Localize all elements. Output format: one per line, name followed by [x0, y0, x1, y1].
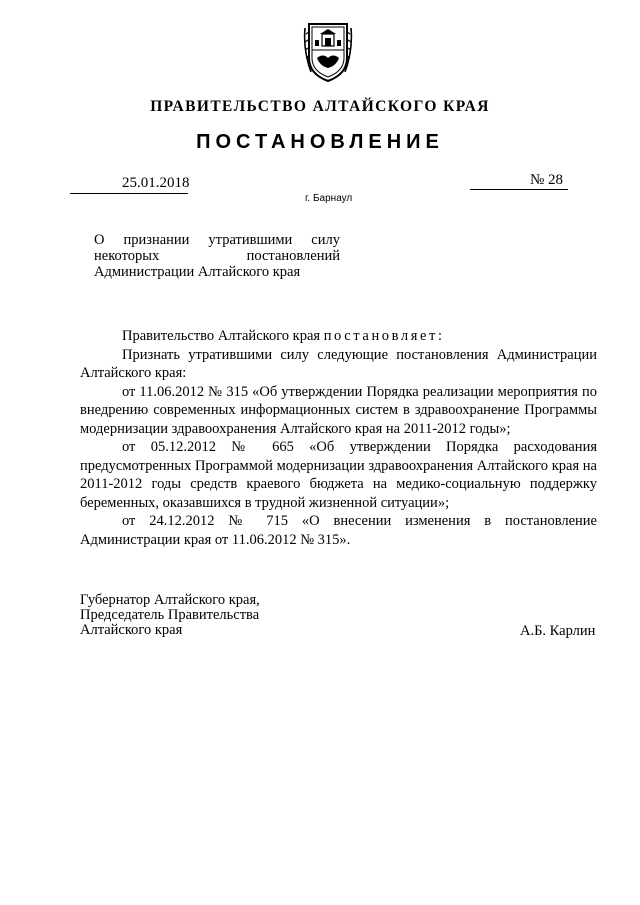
document-body [80, 327, 597, 549]
document-city: г. Барнаул [305, 193, 353, 204]
government-title: ПРАВИТЕЛЬСТВО АЛТАЙСКОГО КРАЯ [150, 98, 490, 115]
body-paragraph: от 05.12.2012 № 665 «Об утверждении Порядка расходования предусмотренных Программой модернизации здравоохранения Алтайского края на 2011-2012 годы средств краевого бюджета на медико-социальную поддержку беременных, оказавшихся в трудной жизненной ситуации»; [80, 439, 597, 511]
signatory-title [80, 593, 260, 638]
document-subject: О признании утратившими силу некоторых постановлений Администрации Алтайского края [94, 232, 340, 280]
body-paragraph: от 24.12.2012 № 715 «О внесении изменения в постановление Администрации края от 11.06.2012 № 315». [80, 513, 597, 548]
signatory-title-line: Губернатор Алтайского края, [80, 592, 260, 608]
intro-text: Правительство Алтайского края [122, 328, 324, 344]
signatory-title-line: Алтайского края [80, 622, 183, 638]
document-number: № 28 [530, 172, 564, 188]
coat-of-arms-icon [303, 20, 353, 84]
number-underline [470, 189, 568, 190]
body-paragraph: Признать утратившими силу следующие постановления Администрации Алтайского края: [80, 346, 597, 381]
date-underline [70, 193, 188, 194]
document-type-title: ПОСТАНОВЛЕНИЕ [196, 131, 444, 153]
intro-decision-word: постановляет: [323, 328, 445, 344]
document-date: 25.01.2018 [122, 175, 190, 191]
signatory-name: А.Б. Карлин [520, 623, 596, 639]
signatory-title-line: Председатель Правительства [80, 607, 260, 623]
intro-paragraph [80, 327, 597, 346]
body-paragraph: от 11.06.2012 № 315 «Об утверждении Порядка реализации мероприятия по внедрению современных информационных систем в здравоохранение Программы модернизации здравоохранения Алтайского края на 2011-2012 годы»; [80, 383, 597, 437]
